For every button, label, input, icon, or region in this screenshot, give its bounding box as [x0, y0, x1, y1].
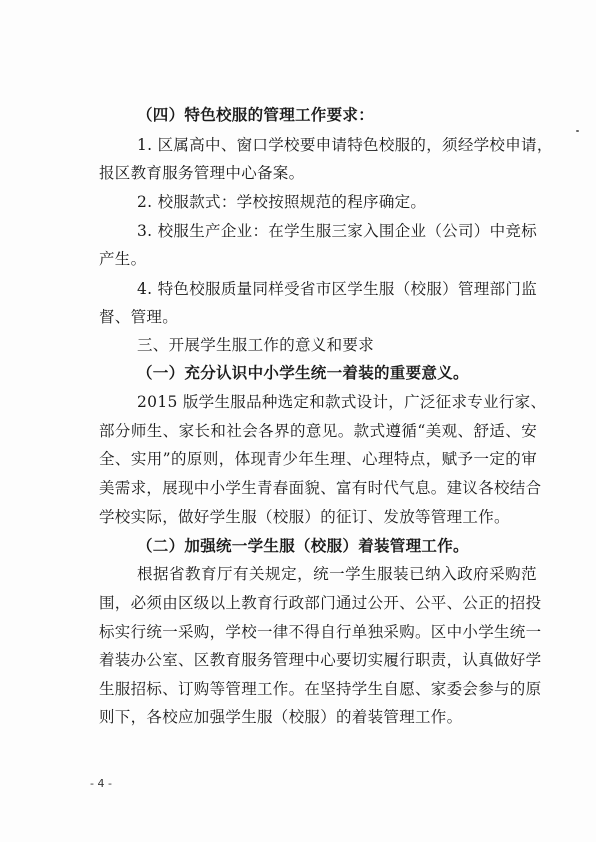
sub2-paragraph-line-3: 标实行统一采购，学校一律不得自行单独采购。区中小学生统一	[99, 623, 542, 641]
sub1-paragraph-line-2: 部分师生、家长和社会各界的意见。款式遵循“美观、舒适、安	[99, 422, 537, 440]
sub2-paragraph-line-4: 着装办公室、区教育服务管理中心要切实履行职责，认真做好学	[99, 651, 542, 669]
sub2-paragraph-line-5: 生服招标、订购等管理工作。在坚持学生自愿、家委会参与的原	[99, 680, 542, 698]
section4-item-4-line-2: 督、管理。	[99, 308, 179, 326]
sub1-paragraph-line-4: 美需求，展现中小学生青春面貌、富有时代气息。建议各校结合	[99, 479, 542, 497]
page-number: - 4 -	[90, 777, 112, 790]
sub1-heading: （一）充分认识中小学生统一着装的重要意义。	[137, 363, 469, 382]
sub1-paragraph-line-1: 2015 版学生服品种选定和款式设计，广泛征求专业行家、	[137, 393, 547, 411]
section4-item-2-line-1: 2. 校服款式：学校按照规范的程序确定。	[137, 193, 427, 211]
section4-heading: （四）特色校服的管理工作要求：	[137, 105, 375, 124]
part3-heading: 三、开展学生服工作的意义和要求	[137, 336, 375, 354]
sub1-paragraph-line-3: 全、实用”的原则，体现青少年生理、心理特点，赋予一定的审	[99, 450, 537, 468]
sub2-paragraph-line-1: 根据省教育厅有关规定，统一学生服装已纳入政府采购范	[137, 565, 537, 583]
section4-item-3-line-2: 产生。	[99, 250, 147, 268]
sub2-paragraph-line-6: 则下，各校应加强学生服（校服）的着装管理工作。	[99, 708, 463, 726]
section4-item-1-line-2: 报区教育服务管理中心备案。	[99, 164, 305, 182]
sub1-paragraph-line-5: 学校实际，做好学生服（校服）的征订、发放等管理工作。	[99, 508, 510, 526]
sub2-paragraph-line-2: 围，必须由区级以上教育行政部门通过公开、公平、公正的招投	[99, 594, 542, 612]
scan-speck	[576, 130, 579, 132]
section4-item-1-line-1: 1. 区属高中、窗口学校要申请特色校服的，须经学校申请，	[137, 136, 553, 154]
sub2-heading: （二）加强统一学生服（校服）着装管理工作。	[137, 536, 469, 555]
section4-item-4-line-1: 4. 特色校服质量同样受省市区学生服（校服）管理部门监	[137, 280, 537, 298]
section4-item-3-line-1: 3. 校服生产企业：在学生服三家入围企业（公司）中竞标	[137, 222, 537, 240]
